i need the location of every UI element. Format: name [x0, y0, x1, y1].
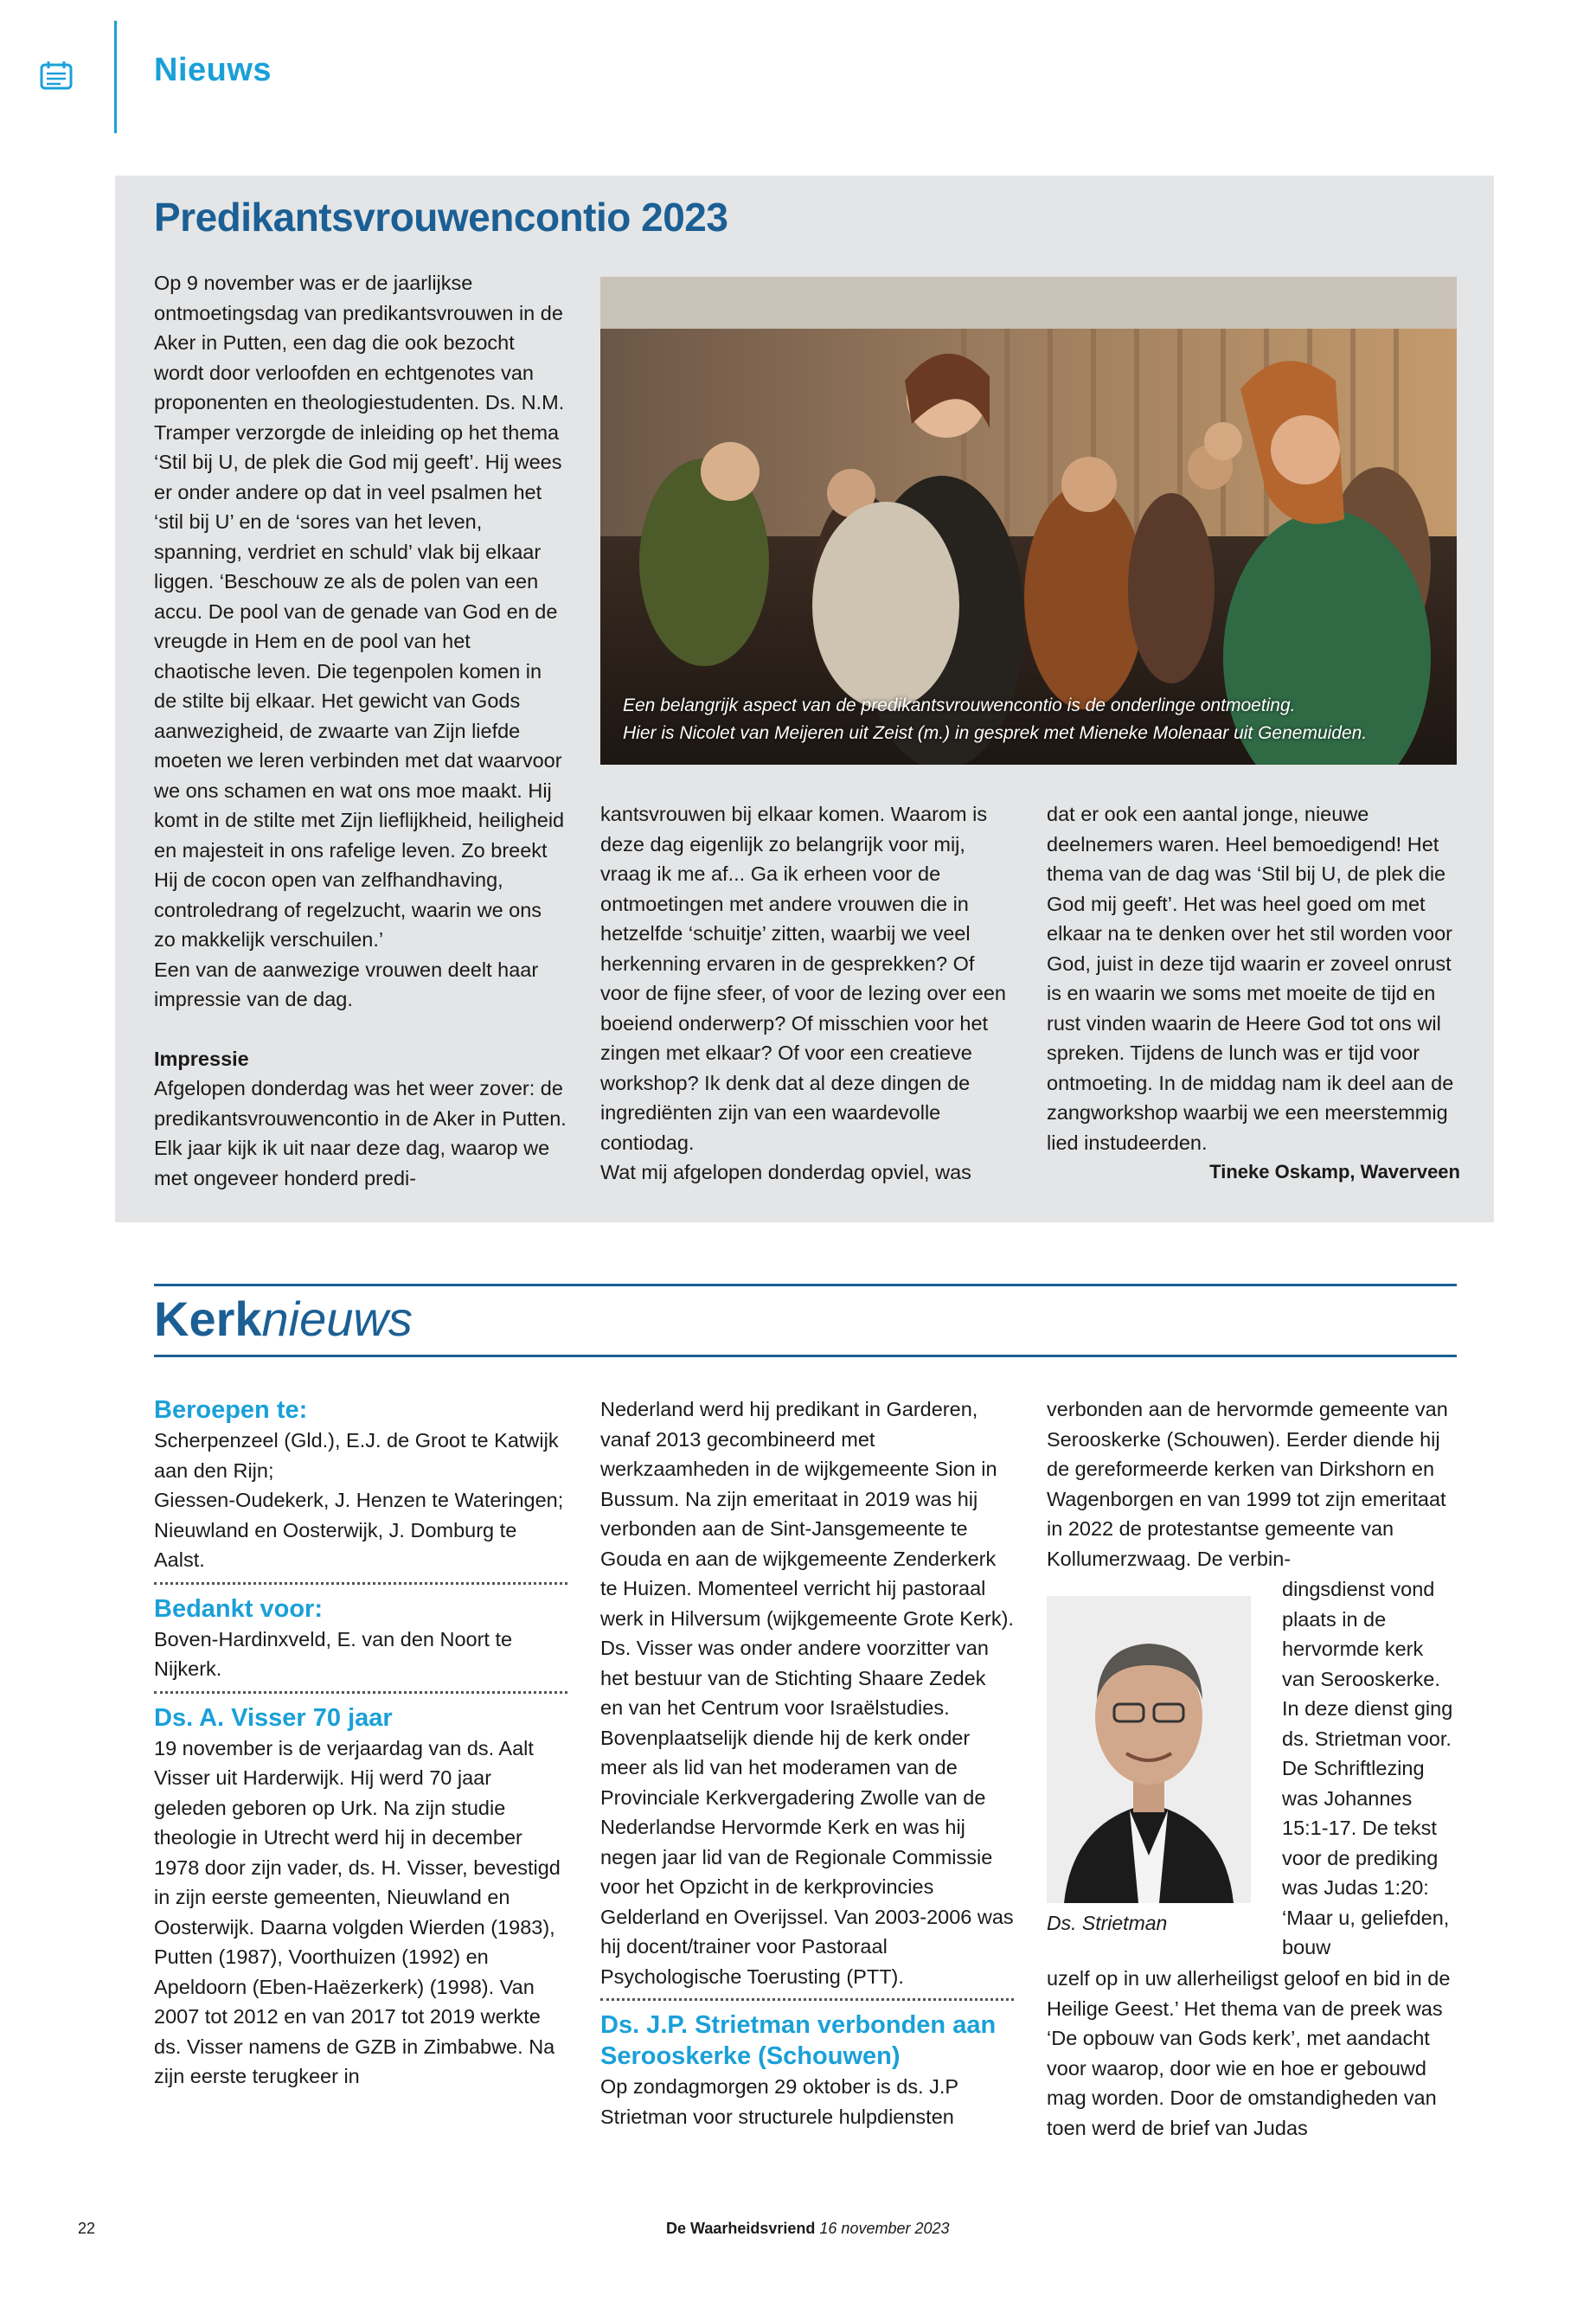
- impressie-heading: Impressie: [154, 1047, 249, 1070]
- kerknieuws-column-1: [154, 1394, 567, 2092]
- beroepen-item: Scherpenzeel (Gld.), E.J. de Groot te Katwijk aan den Rijn;: [154, 1429, 559, 1482]
- section-title: Nieuws: [154, 52, 272, 88]
- kerknieuws-top-rule: [154, 1284, 1457, 1286]
- strietman-text: Op zondagmorgen 29 oktober is ds. J.P Strietman voor structurele hulpdiensten: [600, 2075, 958, 2128]
- kerknieuws-title-italic: nieuws: [261, 1292, 413, 1346]
- header-divider: [114, 21, 117, 133]
- footer-publication: [666, 2220, 950, 2238]
- visser-text-continued: Nederland werd hij predikant in Garderen, vanaf 2013 gecombineerd met werkzaamheden in de wijkgemeente Sion in Bussum. Na zijn emeritaat in 2019 was hij verbonden aan de Sint-Jansgemeente te Gouda en aan de wijkgemeente Zenderkerk te Huizen. Momenteel verricht hij pastoraal werk in Hilversum (wijkgemeente Grote Kerk).: [600, 1398, 1014, 1630]
- contio-column-1: [154, 268, 567, 1193]
- magazine-name: De Waarheidsvriend: [666, 2220, 816, 2237]
- visser-text-continued-2: Ds. Visser was onder andere voorzitter van het bestuur van de Stichting Shaare Zedek en van het Centrum voor Israëlstudies. Bovenplaatselijk diende hij de kerk onder meer als lid van het moderamen van de Provinciale Kerkvergadering Zwolle van de Nederlandse Hervormde Kerk en was hij negen jaar lid van de Regionale Commissie voor het Opzicht in de kerkprovincies Gelderland en Overijssel. Van 2003-2006 was hij docent/trainer voor Pastoraal Psychologische Toerusting (PTT).: [600, 1637, 1014, 1988]
- article-title: Predikantsvrouwencontio 2023: [154, 195, 728, 240]
- issue-date: 16 november 2023: [819, 2220, 950, 2237]
- impressie-text: Afgelopen donderdag was het weer zover: de predikantsvrouwencontio in de Aker in Putten. Elk jaar kijk ik uit naar deze dag, waarop we met ongeveer honderd predi-: [154, 1077, 567, 1189]
- contio-intro: Op 9 november was er de jaarlijkse ontmoetingsdag van predikantsvrouwen in de Aker in Putten, een dag die ook bezocht wordt door verloofden en echtgenotes van proponenten en theologiestudenten. Ds. N.M. Tramper verzorgde de inleiding op het thema ‘Stil bij U, de plek die God mij geeft’. Hij wees er onder andere op dat in veel psalmen het ‘stil bij U’ en de ‘sores van het leven, spanning, verdriet en schuld’ vlak bij elkaar liggen. ‘Beschouw ze als de polen van een accu. De pool van de genade van God en de vreugde in Hem en de pool van het chaotische leven. Die tegenpolen komen in de stilte bij elkaar. Het gewicht van Gods aanwezigheid, de zwaarte van Zijn liefde moeten we leren verbinden met dat waarvoor we ons schamen en wat ons moe maakt. Hij komt in de stilte met Zijn lieflijkheid, heiligheid en majesteit in ons rafelige leven. Zo breekt Hij de cocon open van zelfhandhaving, controledrang of regelzucht, waarin we ons zo makkelijk verschuilen.’: [154, 272, 565, 951]
- contio-photo: [600, 277, 1457, 765]
- strietman-heading: Ds. J.P. Strietman verbonden aan Serooskerke (Schouwen): [600, 2011, 997, 2070]
- beroepen-item: Nieuwland en Oosterwijk, J. Domburg te Aalst.: [154, 1518, 517, 1571]
- dotted-divider: [600, 1998, 1014, 2001]
- contio-column-3: [1047, 799, 1460, 1188]
- kerknieuws-title: [154, 1289, 413, 1349]
- contio-col2-text2: Wat mij afgelopen donderdag opviel, was: [600, 1161, 971, 1183]
- kerknieuws-title-bold: Kerk: [154, 1292, 262, 1346]
- kerknieuws-column-2: [600, 1394, 1014, 2131]
- dotted-divider: [154, 1582, 567, 1585]
- beroepen-heading: Beroepen te:: [154, 1396, 308, 1424]
- photo-caption: [623, 692, 1427, 747]
- dotted-divider: [154, 1691, 567, 1694]
- kerknieuws-column-3: [1047, 1394, 1460, 1574]
- strietman-text-after: uzelf op in uw allerheiligst geloof en bid in de Heilige Geest.’ Het thema van de preek was ‘De opbouw van Gods kerk’, met aandacht voor waarop, door wie en hoe er gebouwd mag worden. Door de omstandigheden van toen werd de brief van Judas: [1047, 1967, 1451, 2139]
- strietman-portrait-block: [1047, 1596, 1251, 1933]
- beroepen-item: Giessen-Oudekerk, J. Henzen te Wateringen;: [154, 1489, 564, 1511]
- kerknieuws-bottom-rule: [154, 1355, 1457, 1357]
- photo-caption-line-2: Hier is Nicolet van Meijeren uit Zeist (m.) in gesprek met Mieneke Molenaar uit Genemuiden.: [623, 723, 1368, 743]
- contio-outro: Een van de aanwezige vrouwen deelt haar impressie van de dag.: [154, 958, 539, 1010]
- strietman-text-continued: verbonden aan de hervormde gemeente van Serooskerke (Schouwen). Eerder diende hij de gereformeerde kerken van Dirkshorn en Wagenborgen en van 1999 tot zijn emeritaat in 2022 de protestantse gemeente van Kollumerzwaag. De verbin-: [1047, 1398, 1448, 1570]
- calendar-icon: [40, 61, 73, 90]
- bedankt-heading: Bedankt voor:: [154, 1594, 323, 1623]
- author-signature: Tineke Oskamp, Waverveen: [1209, 1161, 1460, 1183]
- bedankt-item: Boven-Hardinxveld, E. van den Noort te Nijkerk.: [154, 1627, 513, 1680]
- strietman-wrap-text: dingsdienst vond plaats in de hervormde kerk van Serooskerke. In deze dienst ging ds. Strietman voor. De Schriftlezing was Johannes 15:1-17. De tekst voor de prediking was Judas 1:20: ‘Maar u, geliefden, bouw: [1282, 1578, 1453, 1958]
- visser-heading: Ds. A. Visser 70 jaar: [154, 1703, 393, 1732]
- strietman-portrait: [1047, 1596, 1251, 1903]
- portrait-caption: Ds. Strietman: [1047, 1912, 1168, 1934]
- page-number: 22: [78, 2220, 96, 2237]
- contio-column-2: [600, 799, 1014, 1188]
- contio-col3-text: dat er ook een aantal jonge, nieuwe deelnemers waren. Heel bemoedigend! Het thema van de dag was ‘Stil bij U, de plek die God mij geeft’. Het was heel goed om met elkaar na te denken over het stil worden voor God, juist in deze tijd waarin er zoveel onrust is en waarin we soms met moeite de tijd en rust vinden waarin de Heere God tot ons wil spreken. Tijdens de lunch was er tijd voor ontmoeting. In de middag nam ik deel aan de zangworkshop waarbij we een meerstemmig lied instudeerden.: [1047, 803, 1454, 1154]
- contio-col2-text: kantsvrouwen bij elkaar komen. Waarom is deze dag eigenlijk zo belangrijk voor mij, vraag ik me af... Ga ik erheen voor de ontmoetingen met andere vrouwen die in hetzelfde ‘schuitje’ zitten, waarbij we veel herkenning ervaren in de gesprekken? Of voor de fijne sfeer, of voor de lezing over een boeiend onderwerp? Of misschien voor het zingen met elkaar? Of voor een creatieve workshop? Ik denk dat al deze dingen de ingrediënten zijn van een waardevolle contiodag.: [600, 803, 1006, 1154]
- visser-text: 19 november is de verjaardag van ds. Aalt Visser uit Harderwijk. Hij werd 70 jaar geleden geboren op Urk. Na zijn studie theologie in Utrecht werd hij in december 1978 door zijn vader, ds. H. Visser, bevestigd in zijn eerste gemeenten, Nieuwland en Oosterwijk. Daarna volgden Wierden (1983), Putten (1987), Voorthuizen (1992) en Apeldoorn (Eben-Haëzerkerk) (1998). Van 2007 tot 2012 en van 2017 tot 2019 werkte ds. Visser namens de GZB in Zimbabwe. Na zijn eerste terugkeer in: [154, 1736, 561, 2087]
- photo-caption-line-1: Een belangrijk aspect van de predikantsvrouwencontio is de onderlinge ontmoeting.: [623, 695, 1296, 715]
